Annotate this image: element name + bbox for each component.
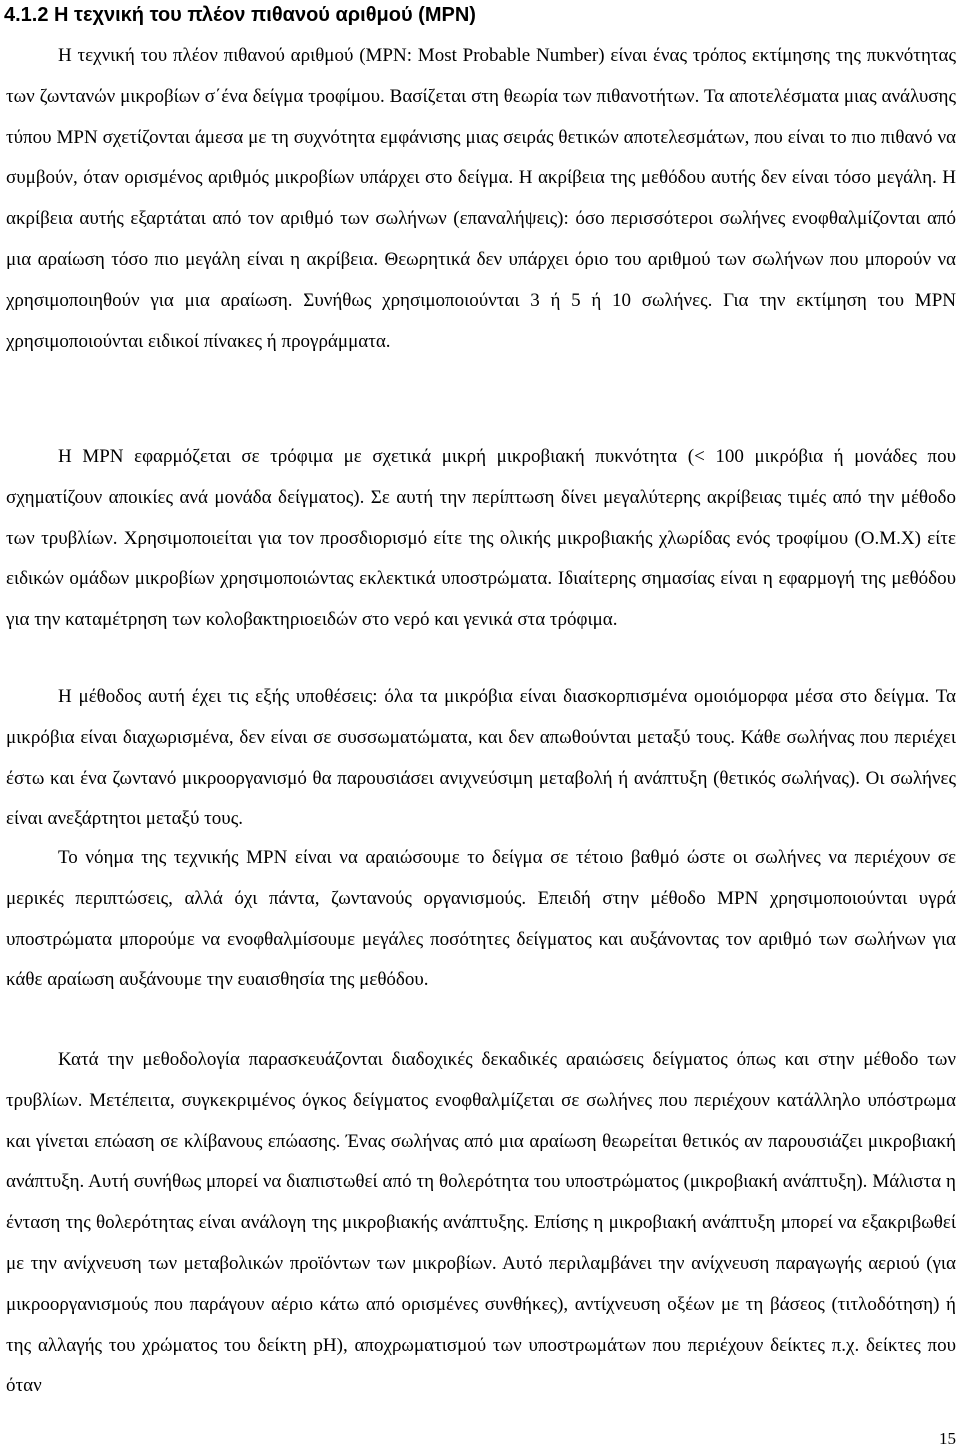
paragraph-mpn-principle: Το νόημα της τεχνικής MPN είναι να αραιώσουμε το δείγμα σε τέτοιο βαθμό ώστε οι σωλήνες να περιέχουν σε μερικές περιπτώσεις, αλλά όχι πάντα, ζωντανούς οργανισμούς. Επειδή στην μέθοδο MPN χρησιμοποιούνται υγρά υποστρώματα μπορούμε να ενοφθαλμίσουμε μεγάλες ποσότητες δείγματος και αυξάνοντας τον αριθμό των σωλήνων για κάθε αραίωση αυξάνουμε την ευαισθησία της μεθόδου.	[6, 847, 956, 991]
paragraph-mpn-assumptions: Η μέθοδος αυτή έχει τις εξής υποθέσεις: όλα τα μικρόβια είναι διασκορπισμένα ομοιόμορφα μέσα στο δείγμα. Τα μικρόβια είναι διαχωρισμένα, δεν είναι σε συσσωματώματα, και δεν απωθούνται μεταξύ τους. Κάθε σωλήνας που περιέχει έστω και ένα ζωντανό μικροοργανισμό θα παρουσιάσει ανιχνεύσιμη μεταβολή ή ανάπτυξη (θετικός σωλήνας). Οι σωλήνες είναι ανεξάρτητοι μεταξύ τους.	[6, 686, 956, 830]
paragraph-mpn-application: Η MPN εφαρμόζεται σε τρόφιμα με σχετικά μικρή μικροβιακή πυκνότητα (< 100 μικρόβια ή μονάδες που σχηματίζουν αποικίες ανά μονάδα δείγματος). Σε αυτή την περίπτωση δίνει μεγαλύτερης ακρίβειας τιμές από την μέθοδο των τρυβλίων. Χρησιμοποιείται για τον προσδιορισμό είτε της ολικής μικροβιακής χλωρίδας ενός τροφίμου (Ο.Μ.Χ) είτε ειδικών ομάδων μικροβίων χρησιμοποιώντας εκλεκτικά υποστρώματα. Ιδιαίτερης σημασίας είναι η εφαρμογή της μεθόδου για την καταμέτρηση των κολοβακτηριοειδών στο νερό και γενικά στα τρόφιμα.	[6, 446, 956, 631]
section-heading: 4.1.2 Η τεχνική του πλέον πιθανού αριθμού (MPN)	[4, 4, 476, 26]
paragraph-mpn-methodology: Κατά την μεθοδολογία παρασκευάζονται διαδοχικές δεκαδικές αραιώσεις δείγματος όπως και στην μέθοδο των τρυβλίων. Μετέπειτα, συγκεκριμένος όγκος δείγματος ενοφθαλμίζεται σε σωλήνες που περιέχουν κατάλληλο υπόστρωμα και γίνεται επώαση σε κλίβανους επώασης. Ένας σωλήνας από μια αραίωση θεωρείται θετικός αν παρουσιάζει μικροβιακή ανάπτυξη. Αυτή συνήθως μπορεί να διαπιστωθεί από τη θολερότητα του υποστρώματος (μικροβιακή ανάπτυξη). Μάλιστα η ένταση της θολερότητας είναι ανάλογη της μικροβιακής ανάπτυξης. Επίσης η μικροβιακή ανάπτυξη μπορεί να εξακριβωθεί με την ανίχνευση των μεταβολικών προϊόντων των μικροβίων. Αυτό περιλαμβάνει την ανίχνευση παραγωγής αεριού (για μικροοργανισμούς που παράγουν αέριο κάτω από ορισμένες συνθήκες), αντίχνευση οξέων με τη βάσεος (τιτλοδότηση) ή της αλλαγής του χρώματος του δείκτη pH), αποχρωματισμού των υποστρωμάτων που περιέχουν δείκτες π.χ. δείκτες που όταν	[6, 1049, 956, 1397]
page-number: 15	[939, 1429, 956, 1448]
paragraph-mpn-definition: Η τεχνική του πλέον πιθανού αριθμού (MPN: Most Probable Number) είναι ένας τρόπος εκτίμησης της πυκνότητας των ζωντανών μικροβίων σ΄ένα δείγμα τροφίμου. Βασίζεται στη θεωρία των πιθανοτήτων. Τα αποτελέσματα μιας ανάλυσης τύπου MPN σχετίζονται άμεσα με τη συχνότητα εμφάνισης μιας σειράς θετικών αποτελεσμάτων, που είναι το πιο πιθανό να συμβούν, όταν ορισμένος αριθμός μικροβίων υπάρχει στο δείγμα. Η ακρίβεια της μεθόδου αυτής δεν είναι τόσο μεγάλη. Η ακρίβεια αυτής εξαρτάται από τον αριθμό των σωλήνων (επαναλήψεις): όσο περισσότεροι σωλήνες ενοφθαλμίζονται από μια αραίωση τόσο πιο μεγάλη είναι η ακρίβεια. Θεωρητικά δεν υπάρχει όριο του αριθμού των σωλήνων που μπορούν να χρησιμοποιηθούν για μια αραίωση. Συνήθως χρησιμοποιούνται 3 ή 5 ή 10 σωλήνες. Για την εκτίμηση του MPN χρησιμοποιούνται ειδικοί πίνακες ή προγράμματα.	[6, 45, 956, 352]
